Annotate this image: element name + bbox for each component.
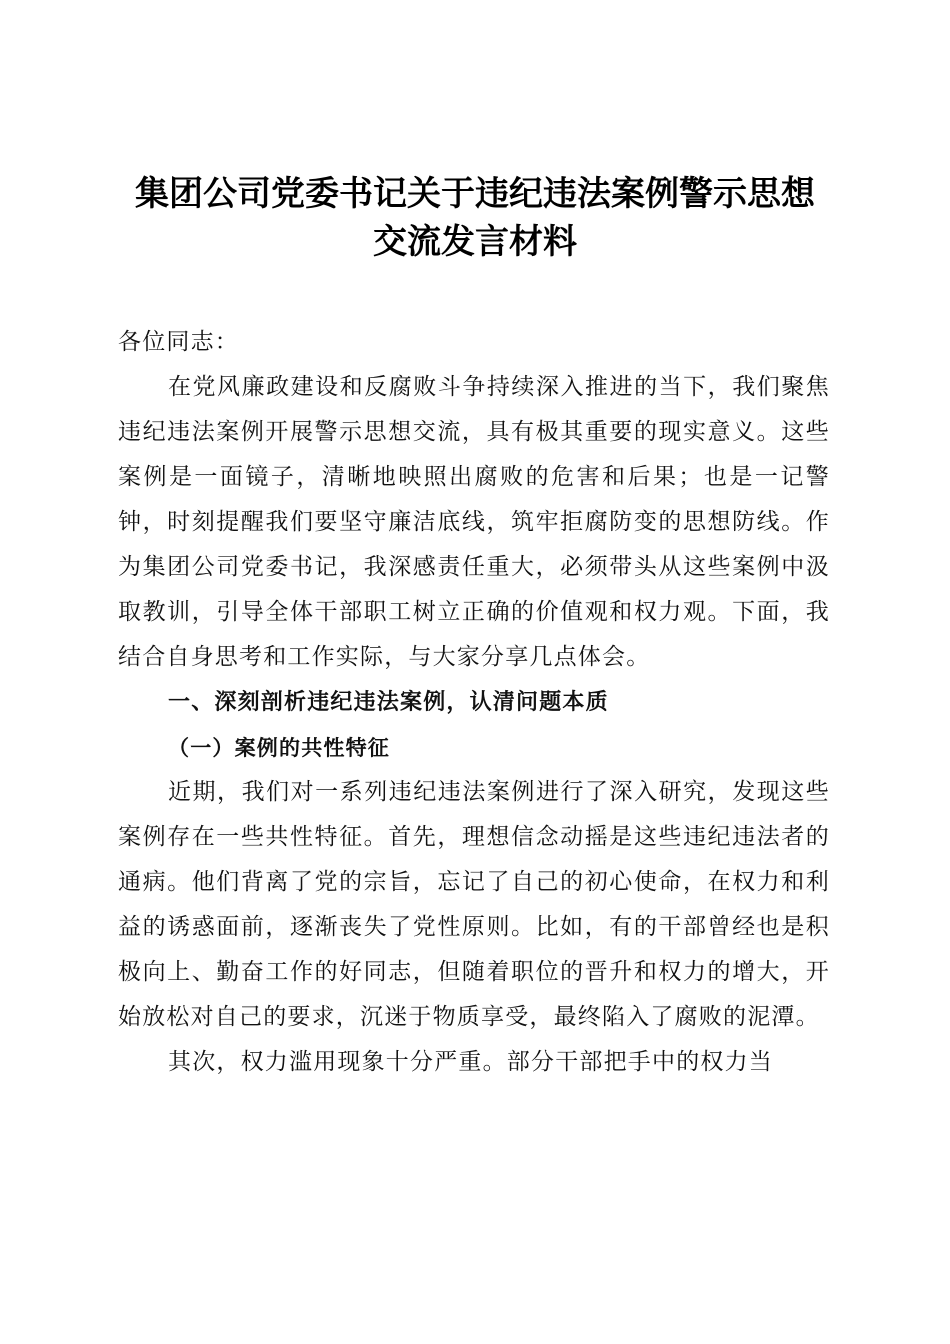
section-heading: 一、深刻剖析违纪违法案例，认清问题本质 [168, 690, 609, 715]
salutation: 各位同志： [118, 329, 239, 355]
title-line-1: 集团公司党委书记关于违纪违法案例警示思想 [135, 174, 815, 214]
title-line-2: 交流发言材料 [373, 222, 577, 262]
body-paragraph-power-abuse: 其次，权力滥用现象十分严重。部分干部把手中的权力当 [168, 1049, 773, 1075]
document-body [118, 320, 830, 1085]
body-paragraph-common-features: 近期，我们对一系列违纪违法案例进行了深入研究，发现这些案例存在一些共性特征。首先，理想信念动摇是这些违纪违法者的通病。他们背离了党的宗旨，忘记了自己的初心使命，在权力和利益的诱惑面前，逐渐丧失了党性原则。比如，有的干部曾经也是积极向上、勤奋工作的好同志，但随着职位的晋升和权力的增大，开始放松对自己的要求，沉迷于物质享受，最终陷入了腐败的泥潭。 [118, 779, 830, 1030]
document-title [100, 170, 850, 266]
subsection-heading: （一）案例的共性特征 [168, 735, 390, 760]
intro-paragraph: 在党风廉政建设和反腐败斗争持续深入推进的当下，我们聚焦违纪违法案例开展警示思想交流，具有极其重要的现实意义。这些案例是一面镜子，清晰地映照出腐败的危害和后果；也是一记警钟，时刻提醒我们要坚守廉洁底线，筑牢拒腐防变的思想防线。作为集团公司党委书记，我深感责任重大，必须带头从这些案例中汲取教训，引导全体干部职工树立正确的价值观和权力观。下面，我结合自身思考和工作实际，与大家分享几点体会。 [118, 374, 830, 670]
